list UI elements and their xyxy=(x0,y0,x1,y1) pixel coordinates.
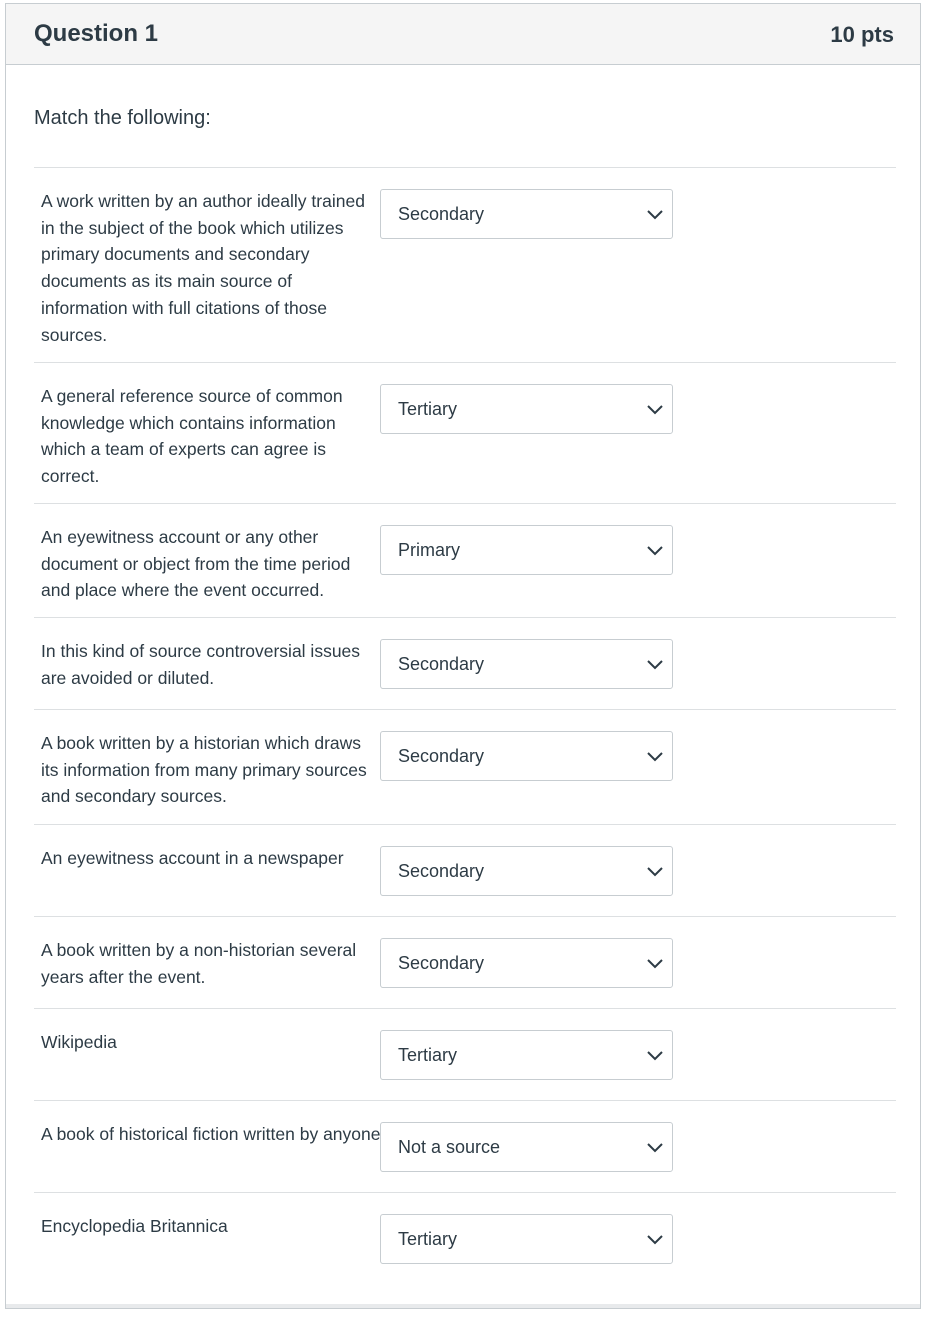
selected-option: Tertiary xyxy=(398,1045,458,1065)
question-header xyxy=(6,4,920,65)
match-answer-select[interactable] xyxy=(380,189,673,239)
match-row xyxy=(34,1008,896,1100)
chevron-down-icon xyxy=(646,205,664,223)
match-answer-select[interactable] xyxy=(380,1030,673,1080)
match-row xyxy=(34,362,896,503)
match-row xyxy=(34,617,896,709)
match-row xyxy=(34,167,896,362)
match-statement: A general reference source of common knowledge which contains information which a team of experts can agree is correct. xyxy=(41,386,343,487)
match-answer-select[interactable] xyxy=(380,731,673,781)
chevron-down-icon xyxy=(646,541,664,559)
selected-option: Secondary xyxy=(398,861,485,881)
match-list xyxy=(34,167,896,1284)
match-answer-select[interactable] xyxy=(380,384,673,434)
match-answer-select[interactable] xyxy=(380,1214,673,1264)
chevron-down-icon xyxy=(646,1230,664,1248)
selected-option: Secondary xyxy=(398,746,485,766)
chevron-down-icon xyxy=(646,400,664,418)
chevron-down-icon xyxy=(646,747,664,765)
chevron-down-icon xyxy=(646,655,664,673)
match-statement: A book written by a non-historian several years after the event. xyxy=(41,940,357,987)
match-answer-select[interactable] xyxy=(380,1122,673,1172)
match-statement: An eyewitness account or any other document or object from the time period and place where the event occurred. xyxy=(41,527,351,601)
chevron-down-icon xyxy=(646,1138,664,1156)
match-statement: Encyclopedia Britannica xyxy=(41,1216,228,1236)
chevron-down-icon xyxy=(646,954,664,972)
match-answer-select[interactable] xyxy=(380,525,673,575)
match-statement: An eyewitness account in a newspaper xyxy=(41,848,344,868)
match-row xyxy=(34,503,896,617)
match-statement: A book of historical fiction written by anyone xyxy=(41,1124,381,1144)
selected-option: Tertiary xyxy=(398,399,458,419)
match-answer-select[interactable] xyxy=(380,639,673,689)
question-title: Question 1 xyxy=(34,20,159,47)
match-row xyxy=(34,824,896,916)
match-row xyxy=(34,709,896,824)
question-card xyxy=(5,3,921,1309)
selected-option: Tertiary xyxy=(398,1229,458,1249)
selected-option: Secondary xyxy=(398,953,485,973)
selected-option: Secondary xyxy=(398,654,485,674)
selected-option: Primary xyxy=(398,540,460,560)
match-row xyxy=(34,1192,896,1284)
selected-option: Secondary xyxy=(398,204,485,224)
card-footer xyxy=(6,1304,920,1308)
match-row xyxy=(34,916,896,1008)
match-statement: A book written by a historian which draws its information from many primary sources and secondary sources. xyxy=(41,733,367,807)
match-statement: A work written by an author ideally trained in the subject of the book which utilizes primary documents and secondary documents as its main source of information with full citations of those sources. xyxy=(41,191,365,345)
match-statement: In this kind of source controversial issues are avoided or diluted. xyxy=(41,641,361,688)
match-statement: Wikipedia xyxy=(41,1032,117,1052)
match-answer-select[interactable] xyxy=(380,938,673,988)
question-points: 10 pts xyxy=(830,22,894,47)
question-prompt: Match the following: xyxy=(34,107,211,129)
chevron-down-icon xyxy=(646,862,664,880)
chevron-down-icon xyxy=(646,1046,664,1064)
match-answer-select[interactable] xyxy=(380,846,673,896)
match-row xyxy=(34,1100,896,1192)
selected-option: Not a source xyxy=(398,1137,501,1157)
